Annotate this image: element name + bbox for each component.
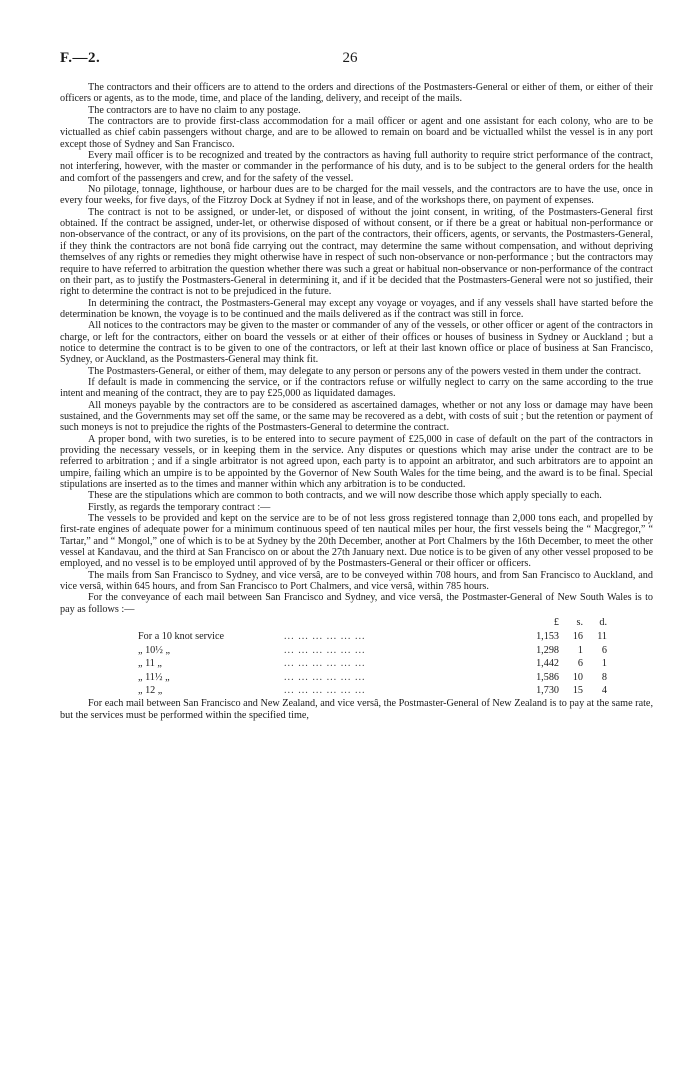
rate-label: „ 10½ „: [138, 644, 170, 656]
paragraph-notices: All notices to the contractors may be given to the master or commander of any of the vessels, or other officer or agent of the contractors in charge, or left for the contractors, either on board the vessels or at either of their offices or houses of business in Sydney or Auckland ; but a notice to determine the contract is to be given to one of the contractors, or left at their last known office or place of business at San Francisco, Sydney, or Auckland, as the Postmasters-General may think fit.: [60, 320, 653, 366]
rate-pence: 1: [601, 658, 607, 670]
paragraph-moneys: All moneys payable by the contractors are to be considered as ascertained damages, whether or not any loss or damage may have been sustained, and the Governments may set off the same, or the same may be recovered as a debt, with costs of suit ; but the retention or payment of such moneys is not to prejudice the rights of the Postmasters-General to determine the contract.: [60, 399, 653, 434]
paragraph-bond: A proper bond, with two sureties, is to be entered into to secure payment of £25,000 in case of default on the part of the contractors in providing the necessary vessels, or in keeping them in the service. Any disputes or questions which may arise under the contract are to be referred to arbitration ; and if a single arbitrator is not agreed upon, each party is to appoint an arbitrator, and such arbitrators are to appoint an umpire, failing which an umpire is to be appointed by the Governor of New South Wales for the time being, and the award is to be final. Special stipulations are inserted as to the times and manner within which any arbitration is to be conducted.: [60, 433, 653, 491]
paragraph-pilotage: No pilotage, tonnage, lighthouse, or harbour dues are to be charged for the mail vessels, and the contractors are to have the use, once in every four weeks, for five days, of the Fitzroy Dock at Sydney if not in lease, and of the workshops there, on payment of expenses.: [60, 184, 653, 207]
rate-label: „ 12 „: [138, 685, 163, 697]
rates-table: [60, 616, 653, 698]
paragraph-postage: The contractors are to have no claim to any postage.: [88, 104, 301, 116]
paragraph-conveyance-payment: For the conveyance of each mail between San Francisco and Sydney, and vice versâ, the Postmaster-General of New South Wales is to pay as follows :—: [60, 592, 653, 615]
rate-pounds: 1,442: [536, 658, 559, 670]
rate-row: [60, 657, 653, 671]
pence-header: d.: [599, 617, 607, 629]
leader-dots: ... ... ... ... ... ...: [284, 658, 366, 670]
leader-dots: ... ... ... ... ... ...: [284, 631, 366, 643]
rate-shillings: 1: [577, 644, 583, 656]
rate-row: [60, 671, 653, 685]
rate-pence: 11: [597, 631, 607, 643]
paragraph-accommodation: The contractors are to provide first-class accommodation for a mail officer or agent and one assistant for each colony, who are to be victualled as chief cabin passengers without charge, and are to be allowed to remain on board and be victualled whilst the vessel is in any port except those of Sydney and San Francisco.: [60, 116, 653, 150]
rate-pence: 4: [601, 685, 607, 697]
pounds-header: £: [553, 617, 559, 629]
shillings-header: s.: [576, 617, 583, 629]
leader-dots: ... ... ... ... ... ...: [284, 685, 366, 697]
rate-pounds: 1,153: [536, 631, 559, 643]
rate-label: For a 10 knot service: [138, 631, 225, 643]
section-reference: F.—2.: [60, 50, 101, 66]
rate-shillings: 15: [572, 685, 583, 697]
paragraph-delegate: The Postmasters-General, or either of them, may delegate to any person or persons any of the powers vested in them under the contract.: [88, 365, 642, 377]
paragraph-temporary-contract: Firstly, as regards the temporary contract :—: [88, 501, 271, 513]
rate-shillings: 6: [577, 658, 583, 670]
rate-pounds: 1,730: [536, 685, 559, 697]
rate-row: [60, 684, 653, 698]
paragraph-vessels: The vessels to be provided and kept on the service are to be of not less gross registered tonnage than 2,000 tons each, and propelled by first-rate engines of adequate power for a minimum continuous speed of ten nautical miles per hour, the first vessels being the “ Macgregor,” “ Tartar,” and “ Mongol,” one of which is to be at Sydney by the 20th December, another at Port Chalmers by the 16th December, to meet the other vessel at Kandavau, and the third at San Francisco on or about the 27th January next. Due notice is to be given of any other vessel proposed to be employed, and no vessel is to be employed until approved of by the Postmasters-General or their officer or officers.: [60, 513, 654, 570]
paragraph-orders-directions: The contractors and their officers are to attend to the orders and directions of the Postmasters-General or either of them, or either of their officers or agents, as to the mode, time, and place of the landing, delivery, and receipt of the mails.: [60, 82, 653, 105]
paragraph-assignment: The contract is not to be assigned, or under-let, or disposed of without the joint consent, in writing, of the Postmasters-General first obtained. If the contract be assigned, under-let, or otherwise disposed of without consent, or if there be a great or habitual non-performance or non-observance of the contract, or any of its provisions, on the part of the contractors, their officers, agents, or servants, the Postmasters-General, if they think the contractors are not bonâ fide carrying out the contract, may determine the same without compensation, and without depriving themselves of any rights or remedies they might otherwise have in respect of such non-observance or non-performance ; but the contractors may require to have referred to arbitration the question whether there was such a great or habitual non-observance or non-performance of the contract on their part, as to justify the Postmasters-General in determining it, and if it be decided that the Postmasters-General were not so justified, their right to determine the contract is not to be prejudiced in the future.: [60, 206, 653, 298]
paragraph-mail-officer: Every mail officer is to be recognized and treated by the contractors as having full authority to require strict performance of the contract, not interfering, however, with the master or commander in the performance of his duty, and is to be subject to the general orders for the health and comfort of the passengers and crew, and for the safety of the vessel.: [60, 150, 653, 184]
document-body: [60, 82, 653, 721]
rate-pounds: 1,586: [536, 671, 559, 683]
paragraph-stipulations: These are the stipulations which are common to both contracts, and we will now describe those which apply specially to each.: [88, 490, 602, 502]
paragraph-determining: In determining the contract, the Postmasters-General may except any voyage or voyages, and if any vessels shall have started before the determination be known, the voyage is to be continued and the mails delivered as if the contract was still in force.: [60, 297, 653, 320]
rate-pence: 6: [601, 644, 607, 656]
paragraph-default: If default is made in commencing the service, or if the contractors refuse or wilfully neglect to carry on the same according to the true intent and meaning of the contract, they are to pay £25,000 as liquidated damages.: [60, 376, 653, 400]
paragraph-new-zealand-rate: For each mail between San Francisco and New Zealand, and vice versâ, the Postmaster-General of New Zealand is to pay at the same rate, but the services must be performed within the specified time,: [60, 698, 653, 721]
rate-pence: 8: [601, 671, 607, 683]
rate-shillings: 10: [572, 671, 583, 683]
leader-dots: ... ... ... ... ... ...: [284, 671, 366, 683]
leader-dots: ... ... ... ... ... ...: [284, 644, 366, 656]
rate-label: „ 11 „: [138, 658, 162, 670]
paragraph-mail-times: The mails from San Francisco to Sydney, and vice versâ, are to be conveyed within 708 hours, and from San Francisco to Auckland, and vice versâ, within 645 hours, and from San Francisco to Port Chalmers, and vice versâ, within 785 hours.: [60, 569, 653, 593]
rate-shillings: 16: [572, 631, 583, 643]
rate-row: [60, 630, 653, 644]
page-number: 26: [342, 50, 358, 66]
rate-row: [60, 644, 653, 658]
rate-label: „ 11½ „: [138, 671, 170, 683]
rate-pounds: 1,298: [536, 644, 559, 656]
